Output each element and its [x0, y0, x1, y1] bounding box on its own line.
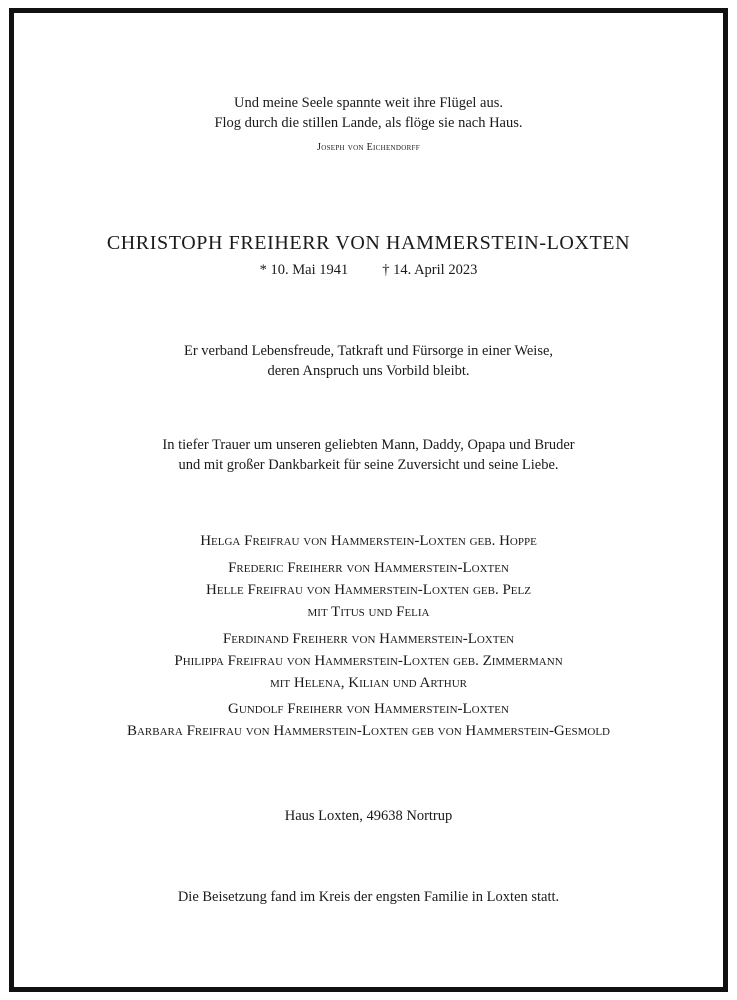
family-member: Helle Freifrau von Hammerstein-Loxten geb. Pelz [206, 582, 531, 598]
family-member: mit Titus und Felia [307, 604, 430, 620]
mourning-line-2: und mit großer Dankbarkeit für seine Zuversicht und seine Liebe. [178, 457, 559, 473]
birth-date: * 10. Mai 1941 [259, 262, 349, 278]
address: Haus Loxten, 49638 Nortrup [284, 808, 453, 824]
family-member: Gundolf Freiherr von Hammerstein-Loxten [228, 701, 509, 717]
poem-quote [0, 93, 737, 133]
mourning-text [0, 435, 737, 475]
life-dates [0, 262, 737, 279]
black-border-frame [9, 8, 728, 992]
family-member: Frederic Freiherr von Hammerstein-Loxten [228, 560, 509, 576]
poem-line-1: Und meine Seele spannte weit ihre Flügel aus. [234, 95, 503, 111]
mourning-line-1: In tiefer Trauer um unseren geliebten Mann, Daddy, Opapa und Bruder [162, 437, 575, 453]
family-member: Philippa Freifrau von Hammerstein-Loxten geb. Zimmermann [174, 653, 563, 669]
death-date: † 14. April 2023 [382, 262, 478, 278]
tribute-line-1: Er verband Lebensfreude, Tatkraft und Fürsorge in einer Weise, [183, 343, 554, 359]
tribute-line-2: deren Anspruch uns Vorbild bleibt. [267, 363, 470, 379]
family-member: Helga Freifrau von Hammerstein-Loxten geb. Hoppe [200, 533, 537, 549]
burial-note: Die Beisetzung fand im Kreis der engsten Familie in Loxten statt. [177, 889, 560, 905]
family-member: Barbara Freifrau von Hammerstein-Loxten geb von Hammerstein-Gesmold [126, 723, 610, 739]
family-member: mit Helena, Kilian und Arthur [269, 675, 467, 691]
tribute-text [0, 341, 737, 381]
family-member: Ferdinand Freiherr von Hammerstein-Loxten [222, 631, 515, 647]
poem-author: Joseph von Eichendorff [317, 142, 420, 153]
poem-line-2: Flog durch die stillen Lande, als flöge sie nach Haus. [214, 115, 523, 131]
deceased-name: CHRISTOPH FREIHERR VON HAMMERSTEIN-LOXTEN [106, 232, 631, 254]
